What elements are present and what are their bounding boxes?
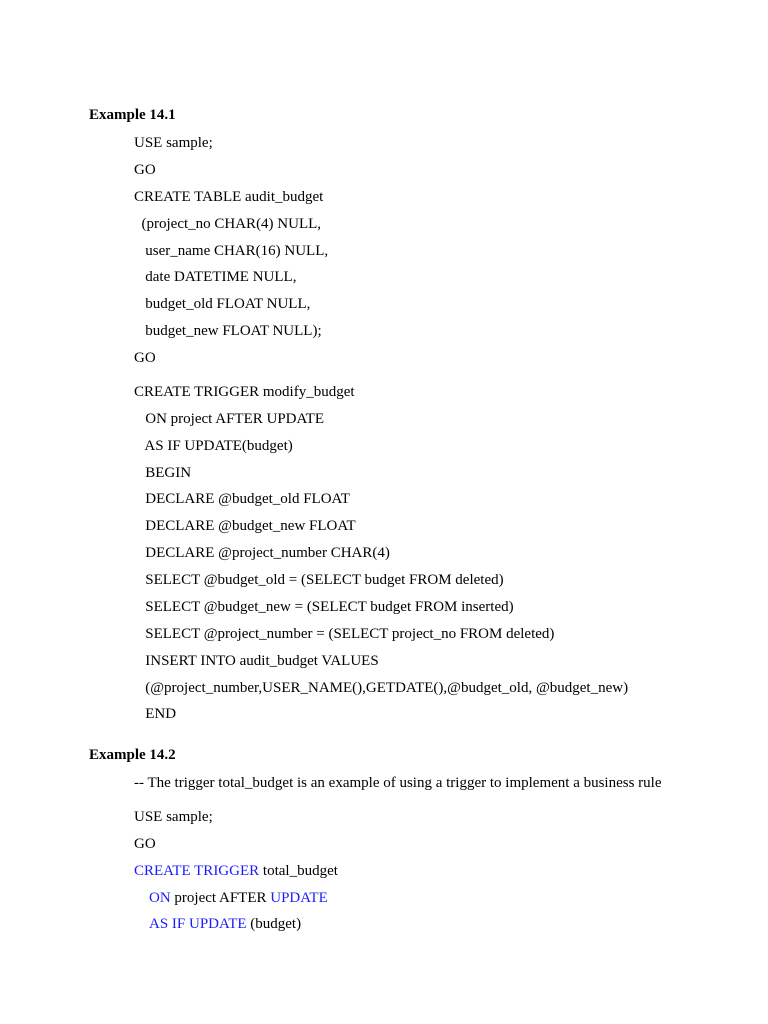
sql-keyword: UPDATE: [270, 890, 328, 906]
code-text: project AFTER: [170, 890, 271, 906]
code-line: date DATETIME NULL,: [134, 269, 297, 285]
code-line: (project_no CHAR(4) NULL,: [134, 216, 322, 232]
code-line: SELECT @budget_old = (SELECT budget FROM deleted): [134, 572, 504, 588]
code-line: AS IF UPDATE(budget): [134, 438, 293, 454]
code-line: DECLARE @project_number CHAR(4): [134, 545, 390, 561]
code-text: total_budget: [259, 863, 338, 879]
sql-keyword: ON: [149, 890, 171, 906]
code-line: budget_new FLOAT NULL);: [134, 323, 322, 339]
code-line: budget_old FLOAT NULL,: [134, 296, 311, 312]
code-line: [134, 862, 338, 880]
code-line: DECLARE @budget_old FLOAT: [134, 491, 350, 507]
code-text: (budget): [246, 916, 302, 932]
code-line: SELECT @budget_new = (SELECT budget FROM inserted): [134, 599, 514, 615]
sql-keyword: CREATE TRIGGER: [134, 863, 260, 879]
code-line: END: [134, 706, 177, 722]
code-line: GO: [134, 350, 156, 366]
sql-keyword: AS IF UPDATE: [149, 916, 247, 932]
example-heading: Example 14.2: [89, 747, 176, 763]
code-line: CREATE TABLE audit_budget: [134, 189, 324, 205]
code-line: SELECT @project_number = (SELECT project_no FROM deleted): [134, 626, 555, 642]
code-line: ON project AFTER UPDATE: [134, 411, 324, 427]
code-line: [149, 915, 301, 933]
code-line: BEGIN: [134, 465, 192, 481]
code-line: [149, 889, 328, 907]
code-line: DECLARE @budget_new FLOAT: [134, 518, 356, 534]
code-line: (@project_number,USER_NAME(),GETDATE(),@budget_old, @budget_new): [134, 680, 629, 696]
code-line: USE sample;: [134, 135, 213, 151]
code-line: GO: [134, 836, 156, 852]
code-line: GO: [134, 162, 156, 178]
code-line: CREATE TRIGGER modify_budget: [134, 384, 355, 400]
code-comment: -- The trigger total_budget is an example of using a trigger to implement a business rule: [134, 775, 662, 791]
example-heading: Example 14.1: [89, 107, 176, 123]
code-line: INSERT INTO audit_budget VALUES: [134, 653, 379, 669]
code-line: user_name CHAR(16) NULL,: [134, 243, 329, 259]
code-line: USE sample;: [134, 809, 213, 825]
